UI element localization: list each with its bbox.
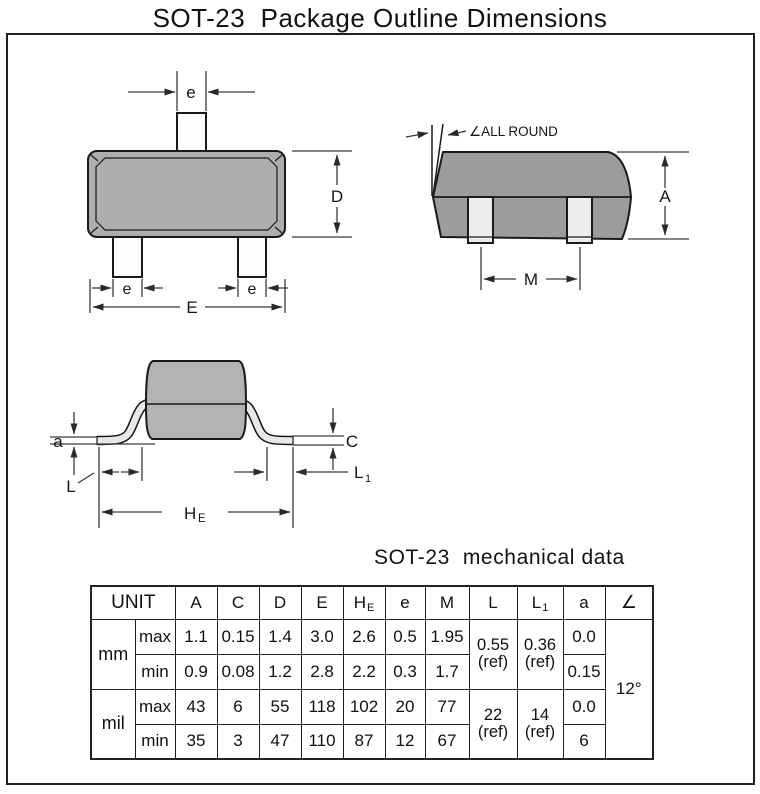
bottom-left-pin <box>113 237 142 277</box>
dim-lead-thickness-c <box>293 408 358 470</box>
dim-lead-thickness-label: C <box>345 432 359 451</box>
header-E: E <box>301 586 343 619</box>
cell-mm-min-D: 1.2 <box>259 654 301 689</box>
cell-mm-max-label: max <box>135 619 175 654</box>
table-row-mil-min <box>91 724 653 759</box>
cell-angle-value: 12° <box>605 619 653 759</box>
dim-foot-left-label: L <box>66 477 76 496</box>
cell-mil-min-D: 47 <box>259 724 301 759</box>
dim-e-left-label: e <box>122 281 132 298</box>
cell-mm-max-C: 0.15 <box>217 619 259 654</box>
cell-mil-min-C: 3 <box>217 724 259 759</box>
side-view-drawing <box>40 350 385 540</box>
top-pin <box>177 113 206 153</box>
cell-mm-min-e: 0.3 <box>385 654 425 689</box>
page-title-text: SOT-23 Package Outline Dimensions <box>149 3 612 40</box>
dim-foot-right-l1 <box>234 447 371 528</box>
dim-d-label: D <box>330 187 344 206</box>
cell-mil-min-A: 35 <box>175 724 217 759</box>
cell-mil-max-E: 118 <box>301 689 343 724</box>
dim-m <box>481 247 580 290</box>
header-HE: HE <box>343 586 385 619</box>
cell-mil-L1: 14 (ref) <box>517 689 563 759</box>
cell-mm-max-M: 1.95 <box>425 619 469 654</box>
table-row-mil-max <box>91 689 653 724</box>
cell-mil-min-label: min <box>135 724 175 759</box>
header-L: L <box>469 586 517 619</box>
dim-foot-left-l <box>66 447 142 528</box>
dim-span-label-main: H <box>184 504 197 523</box>
dim-e-right-label: e <box>247 281 257 298</box>
cell-mm-max-HE: 2.6 <box>343 619 385 654</box>
dim-standoff-label: a <box>53 432 63 451</box>
cell-mil-min-a: 6 <box>563 724 605 759</box>
cell-mil-max-a: 0.0 <box>563 689 605 724</box>
dim-span-he <box>102 504 290 525</box>
cell-mil-max-D: 55 <box>259 689 301 724</box>
cell-mil-max-HE: 102 <box>343 689 385 724</box>
cell-unit-mm: mm <box>91 619 135 689</box>
perspective-view-drawing <box>400 108 700 298</box>
table-row-mm-max <box>91 619 653 654</box>
dim-e-bottom <box>92 279 288 298</box>
table-title: SOT-23 mechanical data <box>374 546 625 569</box>
cell-mm-min-HE: 2.2 <box>343 654 385 689</box>
cell-mm-L1: 0.36 (ref) <box>517 619 563 689</box>
cell-mil-L: 22 (ref) <box>469 689 517 759</box>
package-body-top-view <box>88 151 285 237</box>
dim-e-top <box>128 71 255 111</box>
header-C: C <box>217 586 259 619</box>
cell-mm-max-D: 1.4 <box>259 619 301 654</box>
cell-mm-max-E: 3.0 <box>301 619 343 654</box>
cell-mm-min-C: 0.08 <box>217 654 259 689</box>
table-row-mm-min <box>91 654 653 689</box>
mechanical-data-table <box>90 585 654 760</box>
cell-mm-min-A: 0.9 <box>175 654 217 689</box>
cell-mm-min-a: 0.15 <box>563 654 605 689</box>
cell-unit-mil: mil <box>91 689 135 759</box>
package-body-perspective <box>433 152 631 239</box>
all-round-label: ∠ALL ROUND <box>469 124 558 139</box>
cell-mm-min-E: 2.8 <box>301 654 343 689</box>
bottom-right-pin <box>238 237 266 277</box>
cell-mm-max-a: 0.0 <box>563 619 605 654</box>
header-A: A <box>175 586 217 619</box>
cell-mil-max-M: 77 <box>425 689 469 724</box>
dim-d <box>292 151 352 237</box>
header-unit: UNIT <box>91 586 175 619</box>
cell-mm-min-M: 1.7 <box>425 654 469 689</box>
dim-a-label: A <box>659 187 671 206</box>
cell-mm-max-e: 0.5 <box>385 619 425 654</box>
header-a: a <box>563 586 605 619</box>
dim-foot-right-label-sub: 1 <box>365 473 372 485</box>
cell-mil-min-HE: 87 <box>343 724 385 759</box>
table-header-row <box>91 586 653 619</box>
header-angle: ∠ <box>605 586 653 619</box>
cell-mil-max-C: 6 <box>217 689 259 724</box>
package-body-side-view <box>146 361 246 439</box>
dim-e-top-label: e <box>186 83 196 102</box>
dim-m-label: M <box>523 270 539 289</box>
header-e: e <box>385 586 425 619</box>
cell-mil-max-label: max <box>135 689 175 724</box>
header-L1: L1 <box>517 586 563 619</box>
cell-mil-min-e: 12 <box>385 724 425 759</box>
top-view-drawing <box>40 60 365 320</box>
cell-mil-max-e: 20 <box>385 689 425 724</box>
cell-mil-min-M: 67 <box>425 724 469 759</box>
header-D: D <box>259 586 301 619</box>
dim-e-overall-label: E <box>186 298 198 317</box>
cell-mm-L: 0.55 (ref) <box>469 619 517 689</box>
cell-mil-min-E: 110 <box>301 724 343 759</box>
header-M: M <box>425 586 469 619</box>
cell-mm-max-A: 1.1 <box>175 619 217 654</box>
dim-foot-right-label-main: L <box>354 463 364 482</box>
dim-span-label-sub: E <box>198 513 206 525</box>
cell-mm-min-label: min <box>135 654 175 689</box>
cell-mil-max-A: 43 <box>175 689 217 724</box>
